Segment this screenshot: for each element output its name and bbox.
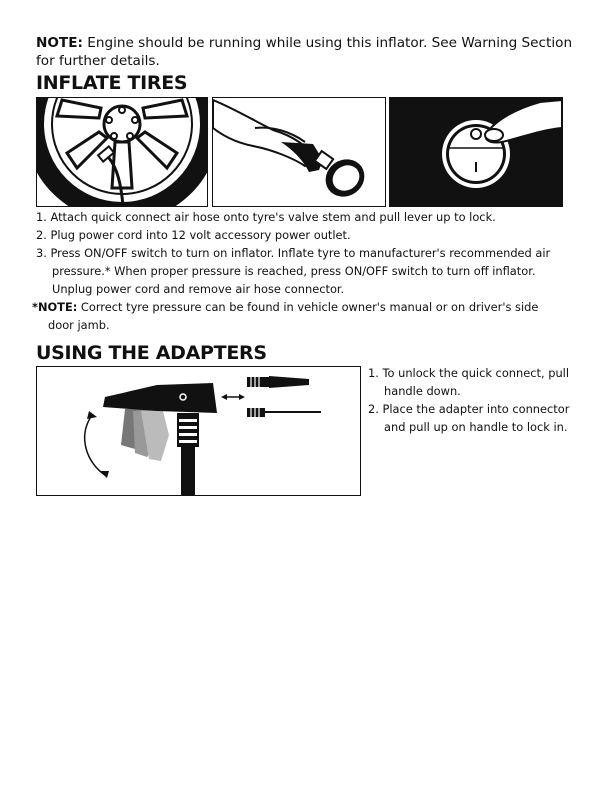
adapter-step-2: 2. Place the adapter into connector xyxy=(368,402,570,416)
engine-note xyxy=(36,34,586,70)
inflate-step-3-cont-1: pressure.* When proper pressure is reached, press ON/OFF switch to turn off inflator. xyxy=(52,264,536,278)
inflate-step-3-cont-2: Unplug power cord and remove air hose connector. xyxy=(52,282,345,296)
note-text: Engine should be running while using this inflator. See Warning Section for further details. xyxy=(36,35,573,69)
footnote-text-cont: door jamb. xyxy=(48,318,110,332)
inflate-step-1: 1. Attach quick connect air hose onto tyre's valve stem and pull lever up to lock. xyxy=(36,210,496,224)
inflate-step-3: 3. Press ON/OFF switch to turn on inflator. Inflate tyre to manufacturer's recommended air xyxy=(36,246,551,260)
adapters-illustration xyxy=(36,366,361,496)
inflate-step-2: 2. Plug power cord into 12 volt accessory power outlet. xyxy=(36,228,351,242)
hand-attaching-hose-illustration xyxy=(212,97,386,207)
note-label: NOTE: xyxy=(36,35,83,51)
adapter-step-1: 1. To unlock the quick connect, pull xyxy=(368,366,569,380)
tire-wheel-illustration xyxy=(36,97,208,207)
footnote-text: Correct tyre pressure can be found in vehicle owner's manual or on driver's side xyxy=(77,300,539,314)
footnote-label: *NOTE: xyxy=(32,300,78,314)
inflate-tires-heading: INFLATE TIRES xyxy=(36,72,188,94)
using-adapters-heading: USING THE ADAPTERS xyxy=(36,342,267,364)
adapter-steps-list xyxy=(368,364,583,436)
adapter-step-1-cont: handle down. xyxy=(384,384,461,398)
inflate-steps-list xyxy=(32,208,581,334)
finger-pressing-switch-illustration xyxy=(389,97,563,207)
tyre-pressure-footnote xyxy=(32,298,581,316)
adapter-step-2-cont: and pull up on handle to lock in. xyxy=(384,420,568,434)
